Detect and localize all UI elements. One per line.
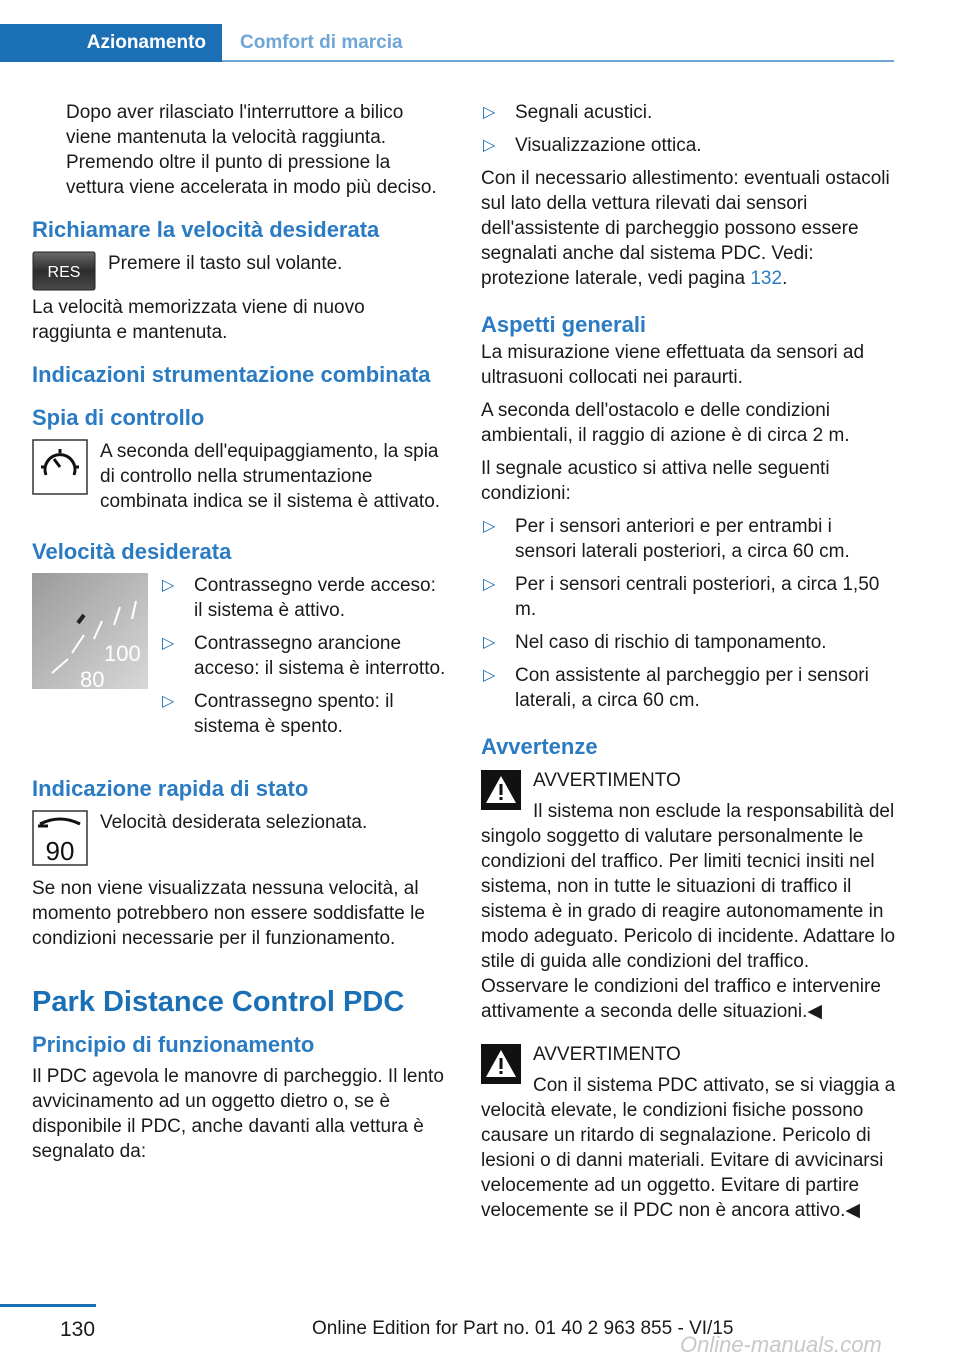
watermark: Online-manuals.com — [680, 1332, 882, 1357]
warning-1-text: Il sistema non esclude la responsabilità del singolo soggetto di valutare personalmente le condizioni del traffico. Per limiti tecnici insiti nel sistema, non in tutte le situazioni di traffico il sistema è in grado di reagire autonomamente in modo adeguato. Pericolo di incidente. Adattare lo stile di guida alle condizioni del traffico. Osservare le condizioni del traffico e intervenire attivamente a seconda delle situazioni.◀ — [481, 801, 896, 1022]
footer-rule — [0, 1304, 96, 1307]
list-item: ▷ Contrassegno arancione acceso: il sistema è interrotto. — [162, 633, 446, 679]
heading-indicator-light: Spia di controllo — [32, 405, 205, 430]
heading-operating-principle: Principio di funzionamento — [32, 1032, 315, 1057]
heading-pdc: Park Distance Control PDC — [32, 986, 405, 1018]
condition-list — [481, 514, 896, 713]
equipment-paragraph: Con il necessario allestimento: eventuali ostacoli sul lato della vettura rilevati dai sensori dell'assistente di parcheggio possono essere segnalati anche dal sistema PDC. Vedi: protezione laterale, vedi pagina 132. — [481, 168, 890, 289]
list-item: ▷ Nel caso di rischio di tamponamento. — [483, 632, 827, 653]
left-column — [32, 100, 447, 1172]
warning-block-2 — [481, 1042, 896, 1223]
warning-triangle-icon — [481, 1044, 521, 1084]
list-item: ▷ Contrassegno spento: il sistema è spento. — [162, 691, 394, 737]
list-item: ▷ Con assistente al parcheggio per i sensori laterali, a circa 60 cm. — [483, 665, 869, 711]
principle-paragraph: Il PDC agevola le manovre di parcheggio. Il lento avvicinamento ad un oggetto dietro o, se è disponibile il PDC, anche davanti alla vettura è segnalato da: — [32, 1066, 444, 1162]
quick-paragraph: Se non viene visualizzata nessuna velocità, al momento potrebbero non essere soddisfatte le condizioni necessarie per il funzionamento. — [32, 878, 425, 949]
warning-triangle-icon — [481, 770, 521, 810]
desired-block — [32, 573, 447, 753]
list-item: ▷ Visualizzazione ottica. — [483, 135, 702, 156]
heading-warnings: Avvertenze — [481, 734, 598, 759]
list-item: ▷ Contrassegno verde acceso: il sistema è attivo. — [162, 575, 436, 621]
arrow-icon: ▷ — [483, 634, 496, 651]
right-column — [481, 100, 896, 1231]
heading-desired-speed: Velocità desiderata — [32, 539, 232, 564]
tab-comfort-di-marcia[interactable]: Comfort di marcia — [240, 32, 403, 53]
tab-azionamento[interactable]: Azionamento — [0, 24, 222, 62]
cruise-control-indicator-icon — [32, 439, 88, 495]
arrow-icon: ▷ — [483, 518, 496, 535]
general-paragraph-1: La misurazione viene effettuata da sensori ad ultrasuoni collocati nei paraurti. — [481, 342, 865, 388]
arrow-icon: ▷ — [162, 577, 175, 594]
page-link-132[interactable]: 132 — [750, 268, 783, 289]
indicator-block — [32, 439, 447, 522]
arrow-icon: ▷ — [483, 137, 496, 154]
list-item: ▷ Per i sensori anteriori e per entrambi i sensori laterali posteriori, a circa 60 cm. — [483, 516, 850, 562]
general-paragraph-2: A seconda dell'ostacolo e delle condizioni ambientali, il raggio di azione è di circa 2 m. — [481, 400, 850, 446]
quick-block — [32, 810, 447, 870]
heading-quick-status: Indicazione rapida di stato — [32, 776, 309, 801]
recall-text: Premere il tasto sul volante. — [108, 253, 343, 274]
heading-general-aspects: Aspetti generali — [481, 312, 647, 337]
quick-icon-value: 90 — [45, 836, 75, 866]
arrow-icon: ▷ — [483, 667, 496, 684]
res-block — [32, 251, 447, 295]
page-number: 130 — [60, 1318, 96, 1341]
page-header — [0, 0, 960, 62]
warning-1-title: AVVERTIMENTO — [533, 770, 681, 791]
gauge-label-80: 80 — [80, 667, 105, 689]
edition-footer: Online Edition for Part no. 01 40 2 963 855 - VI/15 — [312, 1318, 734, 1339]
general-paragraph-3: Il segnale acustico si attiva nelle seguenti condizioni: — [481, 458, 830, 504]
res-button-icon — [32, 251, 96, 291]
intro-paragraph: Dopo aver rilasciato l'interruttore a bilico viene mantenuta la velocità raggiunta. Premendo oltre il punto di pressione la vettura viene accelerata in modo più deciso. — [66, 102, 437, 198]
arrow-icon: ▷ — [162, 635, 175, 652]
gauge-label-100: 100 — [104, 641, 141, 666]
desired-speed-list — [160, 573, 447, 747]
list-item: ▷ Per i sensori centrali posteriori, a circa 1,50 m. — [483, 574, 880, 620]
signal-list — [481, 100, 896, 158]
res-icon-label: RES — [47, 264, 81, 281]
heading-recall-speed: Richiamare la velocità desiderata — [32, 217, 380, 242]
arrow-icon: ▷ — [483, 576, 496, 593]
heading-instrument-display: Indicazioni strumentazione combinata — [32, 362, 431, 387]
arrow-icon: ▷ — [483, 104, 496, 121]
quick-text: Velocità desiderata selezionata. — [100, 812, 368, 833]
warning-2-title: AVVERTIMENTO — [533, 1044, 681, 1065]
header-rule — [222, 60, 894, 62]
arrow-icon: ▷ — [162, 693, 175, 710]
recall-paragraph: La velocità memorizzata viene di nuovo raggiunta e mantenuta. — [32, 297, 365, 343]
quick-speed-status-icon — [32, 810, 88, 866]
list-item: ▷ Segnali acustici. — [483, 102, 653, 123]
speedometer-gauge-image — [32, 573, 148, 689]
indicator-text: A seconda dell'equipaggiamento, la spia di controllo nella strumentazione combinata indica se il sistema è attivato. — [100, 441, 441, 512]
warning-2-text: Con il sistema PDC attivato, se si viaggia a velocità elevate, le condizioni fisiche possono causare un ritardo di segnalazione. Pericolo di lesioni o di danni materiali. Evitare di avvicinarsi velocemente ad un oggetto. Evitare di partire velocemente se il PDC non è ancora attivo.◀ — [481, 1075, 896, 1221]
warning-block-1 — [481, 768, 896, 1024]
